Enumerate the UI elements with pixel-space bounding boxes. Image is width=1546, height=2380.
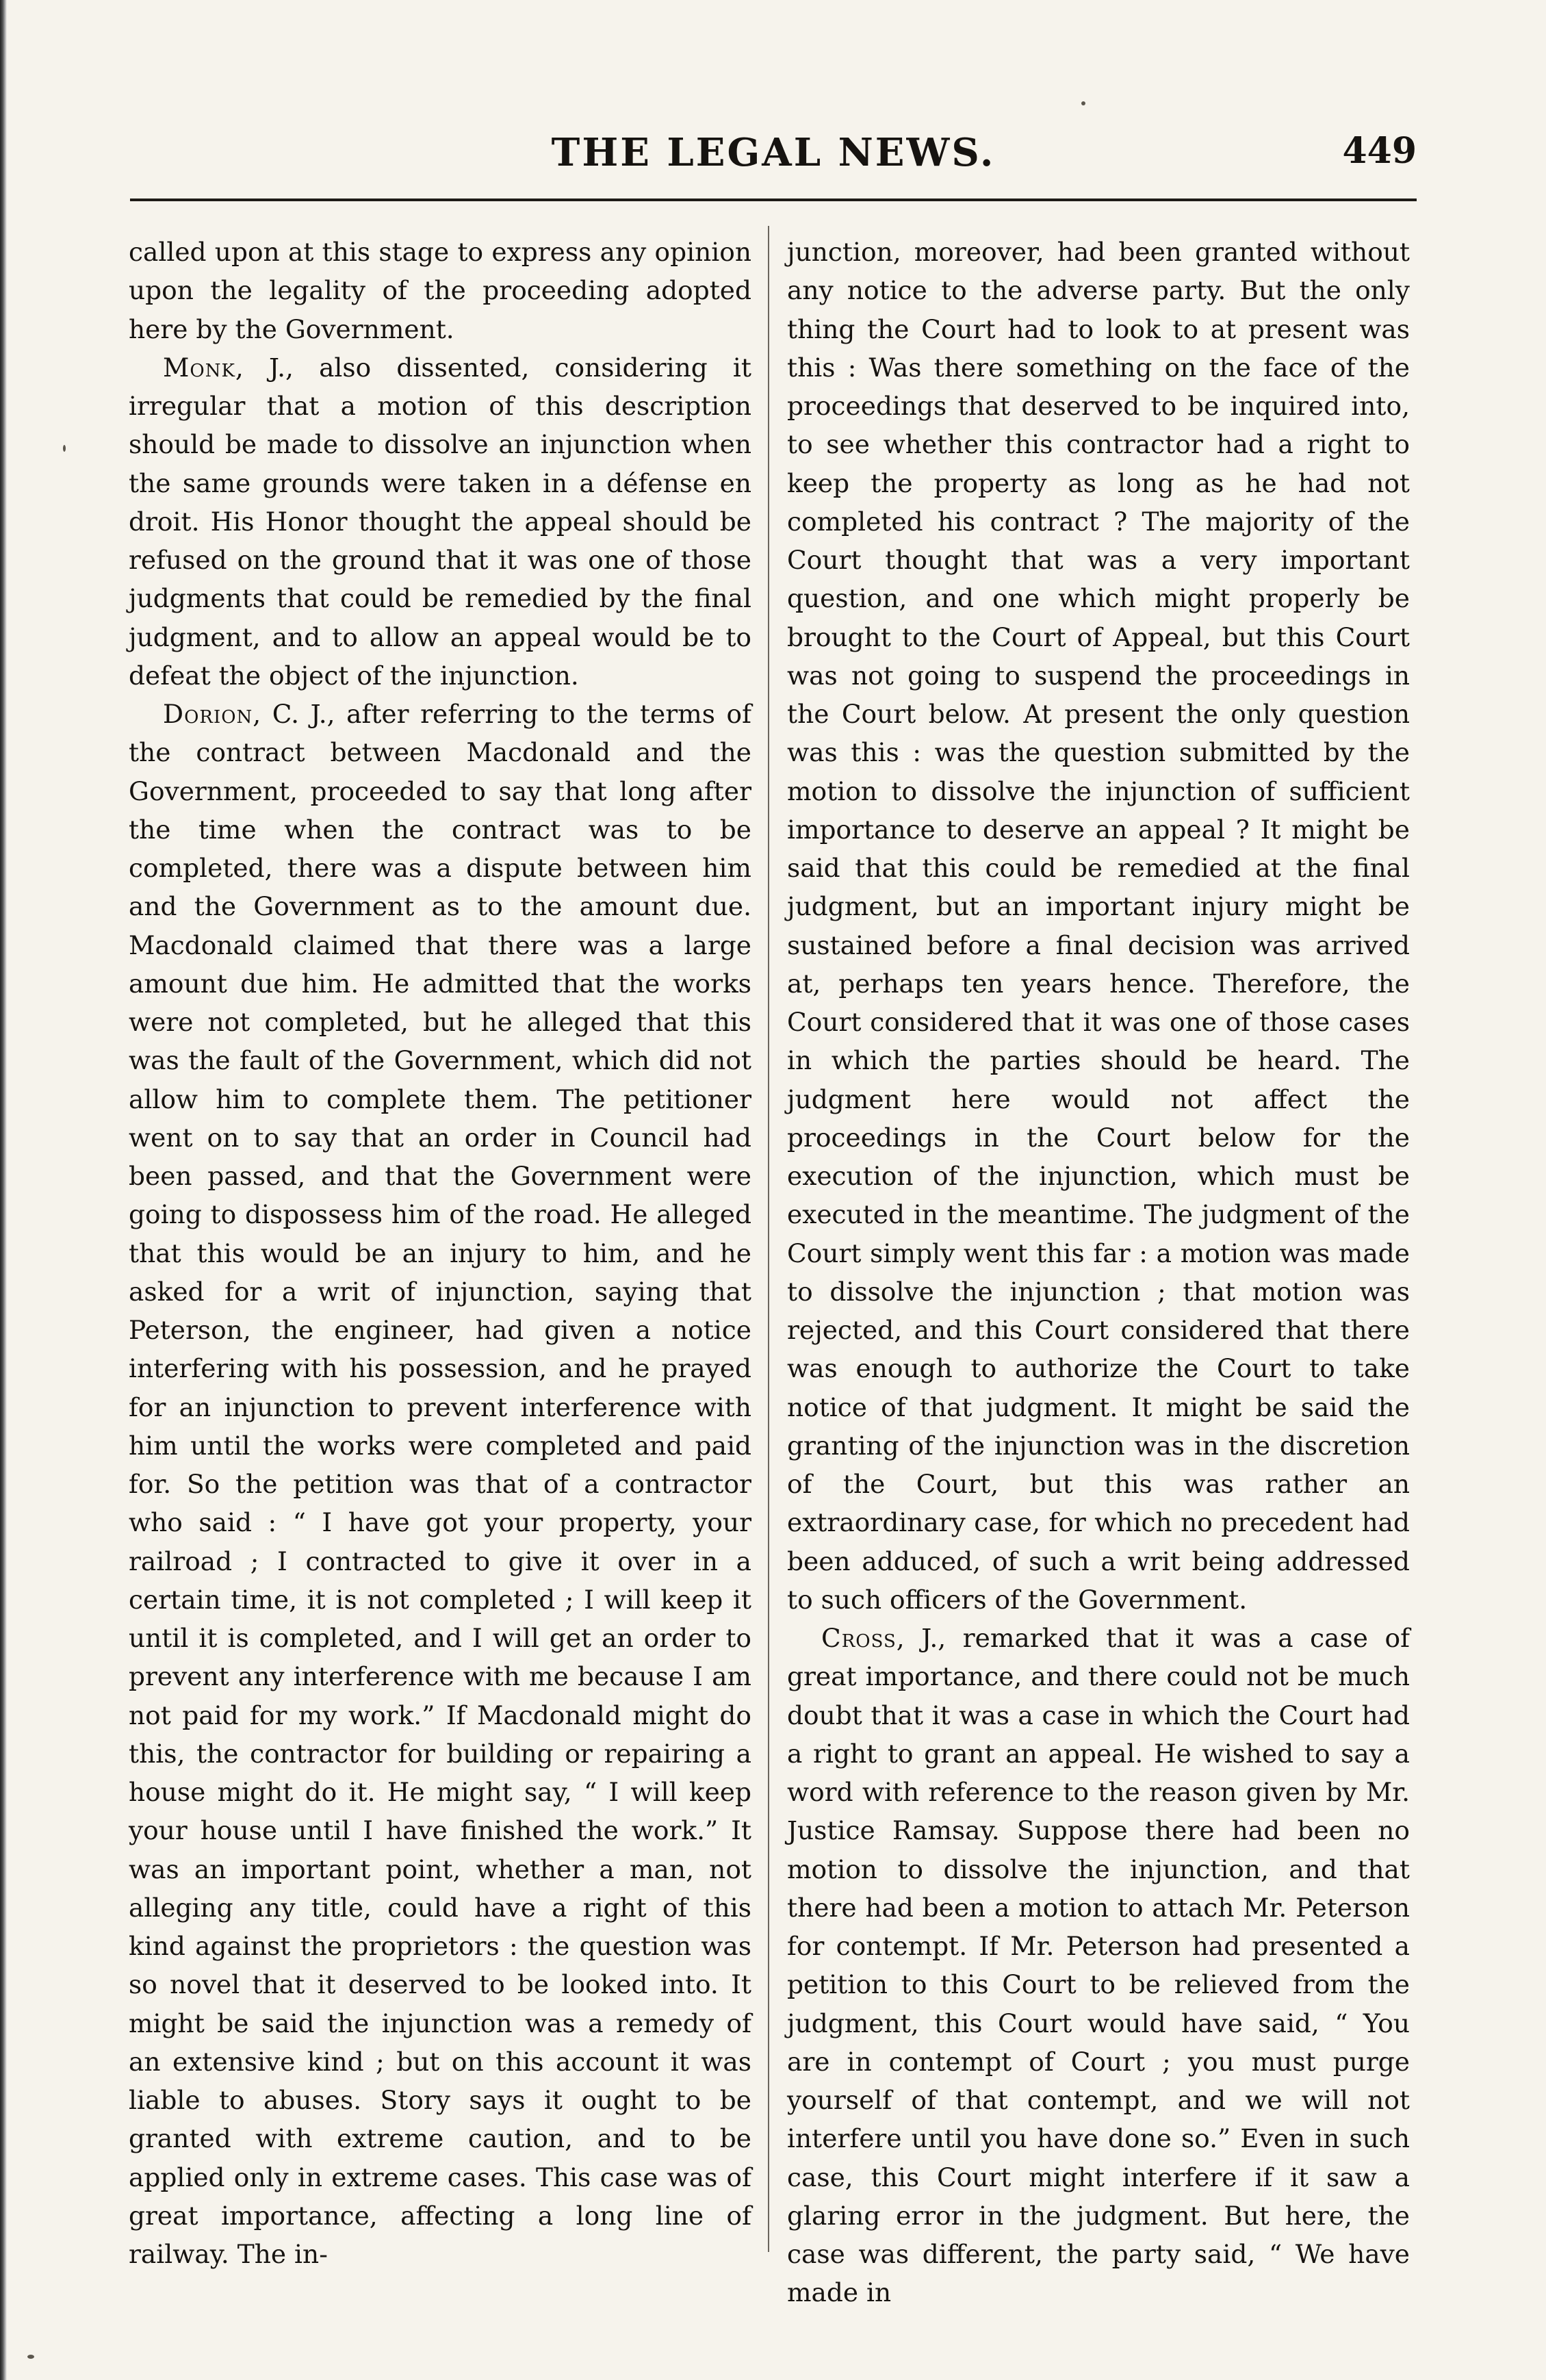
running-title: THE LEGAL NEWS. bbox=[551, 130, 996, 175]
ink-speck bbox=[1081, 101, 1085, 105]
judge-name-dorion: Dorion bbox=[163, 699, 253, 729]
header-rule bbox=[130, 199, 1417, 201]
ink-speck bbox=[63, 445, 66, 452]
left-paragraph-2 bbox=[129, 348, 751, 695]
left-paragraph-3 bbox=[129, 695, 751, 2273]
right-paragraph-1: junction, moreover, had been granted without any notice to the adverse party. But the only thing the Court had to look to at present was this : Was there something on the face of the proceedings that deserved to be inquired into, to see whether this contractor had a right to keep the property as long as he had not completed his contract ? The majority of the Court thought that was a very important question, and one which might properly be brought to the Court of Appeal, but this Court was not going to suspend the proceedings in the Court below. At present the only question was this : was the question submitted by the motion to dissolve the injunction of sufficient importance to deserve an appeal ? It might be said that this could be remedied at the final judgment, but an important injury might be sustained before a final decision was arrived at, perhaps ten years hence. Therefore, the Court considered that it was one of those cases in which the parties should be heard. The judgment here would not affect the proceedings in the Court below for the execution of the injunction, which must be executed in the meantime. The judgment of the Court simply went this far : a motion was made to dissolve the injunction ; that motion was rejected, and this Court considered that there was enough to authorize the Court to take notice of that judgment. It might be said the granting of the injunction was in the discretion of the Court, but this was rather an extraordinary case, for which no precedent had been adduced, of such a writ being addressed to such officers of the Government. bbox=[787, 237, 1410, 1615]
left-paragraph-2-body: , J., also dissented, considering it irregular that a motion of this description should be made to dissolve an injunction when the same grounds were taken in a défense en droit. His Honor thought the appeal should be refused on the ground that it was one of those judgments that could be remedied by the final judgment, and to allow an appeal would be to defeat the object of the injunction. bbox=[129, 352, 751, 691]
ink-speck bbox=[27, 2355, 34, 2359]
left-paragraph-1: called upon at this stage to express any opinion upon the legality of the proceeding adopted here by the Government. bbox=[129, 237, 751, 344]
page-header bbox=[130, 130, 1417, 185]
judge-name-cross: Cross bbox=[821, 1623, 897, 1653]
page-number: 449 bbox=[1342, 130, 1417, 172]
left-column bbox=[129, 233, 751, 2273]
judge-name-monk: Monk bbox=[163, 352, 235, 383]
left-paragraph-3-body: , C. J., after referring to the terms of the contract between Macdonald and the Government, proceeded to say that long after the time when the contract was to be completed, there was a dispute between him and the Government as to the amount due. Macdonald claimed that there was a large amount due him. He admitted that the works were not completed, but he alleged that this was the fault of the Government, which did not allow him to complete them. The petitioner went on to say that an order in Council had been passed, and that the Government were going to dispossess him of the road. He alleged that this would be an injury to him, and he asked for a writ of injunction, saying that Peterson, the engineer, had given a notice interfering with his possession, and he prayed for an injunction to prevent interference with him until the works were completed and paid for. So the petition was that of a contractor who said : “ I have got your property, your railroad ; I contracted to give it over in a certain time, it is not completed ; I will keep it until it is completed, and I will get an order to prevent any interference with me because I am not paid for my work.” If Macdonald might do this, the contractor for building or repairing a house might do it. He might say, “ I will keep your house until I have finished the work.” It was an important point, whether a man, not alleging any title, could have a right of this kind against the proprietors : the question was so novel that it deserved to be looked into. It might be said the injunction was a remedy of an extensive kind ; but on this account it was liable to abuses. Story says it ought to be granted with extreme caution, and to be applied only in extreme cases. This case was of great importance, affecting a long line of railway. The in- bbox=[129, 699, 751, 2269]
right-paragraph-2 bbox=[787, 1619, 1410, 2312]
right-paragraph-2-body: , J., remarked that it was a case of great importance, and there could not be much doubt that it was a case in which the Court had a right to grant an appeal. He wished to say a word with reference to the reason given by Mr. Justice Ramsay. Suppose there had been no motion to dissolve the injunction, and that there had been a motion to attach Mr. Peterson for contempt. If Mr. Peterson had presented a petition to this Court to be relieved from the judgment, this Court would have said, “ You are in contempt of Court ; you must purge yourself of that contempt, and we will not interfere until you have done so.” Even in such case, this Court might interfere if it saw a glaring error in the judgment. But here, the case was different, the party said, “ We have made in bbox=[787, 1623, 1410, 2308]
column-divider bbox=[768, 226, 769, 2252]
right-column bbox=[787, 233, 1410, 2312]
scan-edge bbox=[0, 0, 7, 2380]
